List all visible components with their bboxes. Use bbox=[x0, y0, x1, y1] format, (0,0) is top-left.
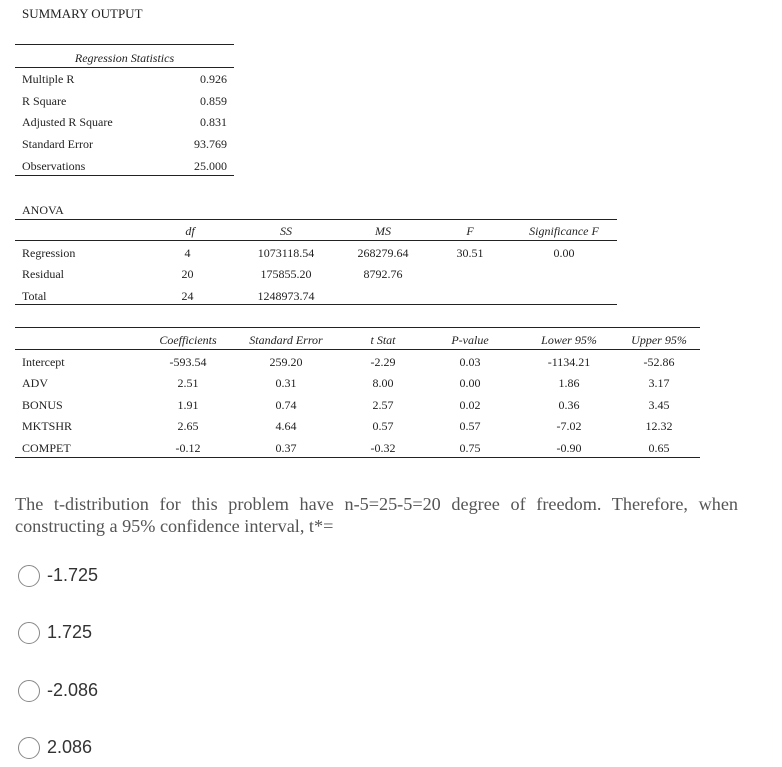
regstats-top-rule bbox=[15, 44, 234, 45]
coef-cell: 0.74 bbox=[275, 398, 297, 412]
regstats-label: Adjusted R Square bbox=[22, 115, 113, 129]
coef-top-rule bbox=[15, 327, 700, 328]
option-label[interactable]: -1.725 bbox=[47, 565, 99, 585]
coef-cell: 12.32 bbox=[645, 419, 673, 433]
coef-col-header: Upper 95% bbox=[631, 333, 687, 347]
coef-bottom-rule bbox=[15, 457, 700, 458]
anova-col-header: Significance F bbox=[529, 224, 599, 238]
coef-row-label: MKTSHR bbox=[22, 419, 73, 433]
anova-col-header: SS bbox=[280, 224, 292, 238]
regstats-value: 0.926 bbox=[200, 72, 227, 86]
radio-button[interactable] bbox=[18, 680, 40, 702]
coef-cell: -2.29 bbox=[370, 355, 396, 369]
coef-cell: 4.64 bbox=[275, 419, 297, 433]
coef-cell: 0.00 bbox=[459, 376, 481, 390]
coef-cell: 259.20 bbox=[269, 355, 303, 369]
coef-col-header: t Stat bbox=[370, 333, 396, 347]
coef-cell: 2.65 bbox=[177, 419, 199, 433]
coef-col-header: Standard Error bbox=[249, 333, 323, 347]
anova-row-label: Residual bbox=[22, 267, 64, 281]
anova-cell: 8792.76 bbox=[363, 267, 403, 281]
coef-cell: 3.17 bbox=[648, 376, 670, 390]
radio-button[interactable] bbox=[18, 737, 40, 759]
coef-cell: 0.36 bbox=[558, 398, 580, 412]
anova-cell: 4 bbox=[184, 246, 191, 260]
coef-cell: -0.12 bbox=[175, 441, 201, 455]
coef-row-label: ADV bbox=[22, 376, 48, 390]
anova-cell: 0.00 bbox=[553, 246, 575, 260]
regstats-label: Observations bbox=[22, 159, 86, 173]
question-text: The t-distribution for this problem have n-5=25-5=20 degree of freedom. Therefore, when constructing a 95% confidence interval, t*= bbox=[15, 494, 738, 536]
coef-cell: 0.57 bbox=[372, 419, 394, 433]
coef-cell: -7.02 bbox=[556, 419, 582, 433]
coef-cell: -1134.21 bbox=[547, 355, 591, 369]
option-label[interactable]: 1.725 bbox=[47, 622, 93, 642]
anova-cell: 30.51 bbox=[456, 246, 484, 260]
anova-row-label: Total bbox=[22, 289, 47, 303]
anova-col-header: F bbox=[466, 224, 474, 238]
coef-cell: 0.02 bbox=[459, 398, 481, 412]
anova-cell: 1248973.74 bbox=[257, 289, 315, 303]
regstats-value: 0.831 bbox=[200, 115, 227, 129]
anova-cell: 20 bbox=[181, 267, 194, 281]
coef-cell: -593.54 bbox=[169, 355, 207, 369]
coef-row-label: Intercept bbox=[22, 355, 65, 369]
coef-cell: 2.57 bbox=[372, 398, 394, 412]
regstats-value: 0.859 bbox=[200, 94, 227, 108]
coef-cell: 0.03 bbox=[459, 355, 481, 369]
option-label[interactable]: -2.086 bbox=[47, 680, 99, 700]
regstats-header-rule bbox=[15, 67, 234, 68]
radio-button[interactable] bbox=[18, 622, 40, 644]
coef-col-header: Lower 95% bbox=[541, 333, 597, 347]
coef-cell: 3.45 bbox=[648, 398, 670, 412]
option-label[interactable]: 2.086 bbox=[47, 737, 93, 757]
coef-cell: 0.57 bbox=[459, 419, 481, 433]
coef-cell: -0.32 bbox=[370, 441, 396, 455]
coef-row-label: COMPET bbox=[22, 441, 71, 455]
anova-header-rule bbox=[15, 240, 617, 241]
coef-cell: 0.31 bbox=[275, 376, 297, 390]
regstats-label: Multiple R bbox=[22, 72, 75, 86]
coef-cell: 0.75 bbox=[459, 441, 481, 455]
anova-top-rule bbox=[15, 219, 617, 220]
anova-cell: 1073118.54 bbox=[257, 246, 315, 260]
coef-cell: 1.86 bbox=[558, 376, 580, 390]
anova-cell: 24 bbox=[181, 289, 194, 303]
coef-cell: 0.37 bbox=[275, 441, 297, 455]
regstats-label: R Square bbox=[22, 94, 67, 108]
coef-col-header: P-value bbox=[451, 333, 489, 347]
regstats-label: Standard Error bbox=[22, 137, 93, 151]
coef-cell: 8.00 bbox=[372, 376, 394, 390]
radio-button[interactable] bbox=[18, 565, 40, 587]
anova-row-label: Regression bbox=[22, 246, 76, 260]
anova-cell: 268279.64 bbox=[357, 246, 409, 260]
anova-bottom-rule bbox=[15, 304, 617, 305]
coef-cell: 1.91 bbox=[177, 398, 199, 412]
coef-cell: 0.65 bbox=[648, 441, 670, 455]
anova-col-header: MS bbox=[375, 224, 391, 238]
anova-cell: 175855.20 bbox=[260, 267, 312, 281]
anova-title: ANOVA bbox=[22, 203, 64, 217]
coef-col-header: Coefficients bbox=[159, 333, 217, 347]
anova-col-header: df bbox=[185, 224, 195, 238]
regstats-value: 25.000 bbox=[194, 159, 227, 173]
regstats-header: Regression Statistics bbox=[74, 51, 175, 65]
regstats-bottom-rule bbox=[15, 175, 234, 176]
coef-row-label: BONUS bbox=[22, 398, 63, 412]
summary-title: SUMMARY OUTPUT bbox=[22, 6, 143, 21]
regstats-value: 93.769 bbox=[194, 137, 227, 151]
coef-cell: 2.51 bbox=[177, 376, 199, 390]
coef-cell: -52.86 bbox=[643, 355, 675, 369]
coef-header-rule bbox=[15, 349, 700, 350]
coef-cell: -0.90 bbox=[556, 441, 582, 455]
